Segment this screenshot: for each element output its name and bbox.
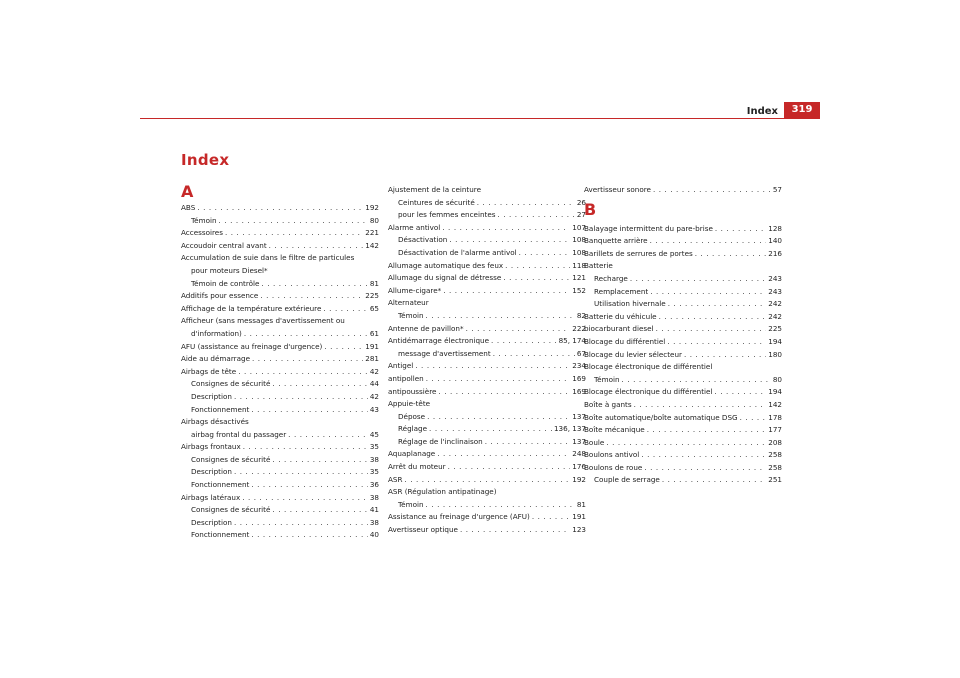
dot-leader <box>653 184 771 197</box>
entry-page-ref: 43 <box>369 404 379 414</box>
dot-leader <box>519 247 571 260</box>
entry-page-ref: 45 <box>369 429 379 439</box>
entry-term: message d'avertissement <box>398 348 491 358</box>
entry-term: Arrêt du moteur <box>388 462 446 472</box>
entry-page-ref: 242 <box>768 299 782 309</box>
entry-page-ref: 192 <box>572 474 586 484</box>
index-entry <box>584 412 782 425</box>
index-subentry <box>388 310 586 323</box>
dot-leader <box>498 209 575 222</box>
entry-page-ref: 36 <box>369 480 379 490</box>
header-rule <box>140 118 820 119</box>
entry-term: antipollen <box>388 373 424 383</box>
entry-page-ref: 27 <box>576 210 586 220</box>
dot-leader <box>438 386 570 399</box>
index-entry <box>181 290 379 303</box>
dot-leader <box>251 479 368 492</box>
entry-page-ref: 243 <box>768 273 782 283</box>
entry-page-ref: 194 <box>768 387 782 397</box>
index-subentry <box>388 436 586 449</box>
index-entry <box>584 311 782 324</box>
entry-term: Fonctionnement <box>191 404 250 414</box>
running-header-title: Index <box>746 106 778 117</box>
entry-page-ref: 38 <box>369 517 379 527</box>
entry-term: pour les femmes enceintes <box>398 210 496 220</box>
dot-leader <box>426 499 575 512</box>
entry-page-ref: 108 <box>572 247 586 257</box>
entry-term: Assistance au freinage d'urgence (AFU) <box>388 512 530 522</box>
entry-page-ref: 234 <box>572 361 586 371</box>
index-subentry <box>388 423 586 436</box>
dot-leader <box>606 437 766 450</box>
dot-leader <box>437 448 570 461</box>
index-subentry <box>181 404 379 417</box>
index-entry <box>584 386 782 399</box>
entry-term: Boîte mécanique <box>584 425 645 435</box>
entry-page-ref: 42 <box>369 391 379 401</box>
dot-leader <box>242 492 368 505</box>
entry-term: Consignes de sécurité <box>191 454 271 464</box>
index-entry <box>388 511 586 524</box>
entry-page-ref: 35 <box>369 442 379 452</box>
entry-term: Aide au démarrage <box>181 354 250 364</box>
entry-term: Dépose <box>398 411 426 421</box>
dot-leader <box>252 353 363 366</box>
index-entry <box>181 252 379 277</box>
dot-leader <box>197 202 363 215</box>
dot-leader <box>426 373 571 386</box>
index-entry <box>584 235 782 248</box>
entry-page-ref: 178 <box>768 412 782 422</box>
entry-page-ref: 42 <box>369 366 379 376</box>
index-subentry <box>584 474 782 487</box>
index-subentry <box>388 499 586 512</box>
dot-leader <box>650 235 767 248</box>
entry-page-ref: 258 <box>768 462 782 472</box>
dot-leader <box>404 474 570 487</box>
entry-term: Fonctionnement <box>191 530 250 540</box>
index-entry <box>388 398 586 411</box>
index-column-1 <box>181 182 379 542</box>
entry-term: Description <box>191 467 232 477</box>
index-subentry <box>181 378 379 391</box>
index-subentry <box>181 429 379 442</box>
index-subentry <box>584 298 782 311</box>
index-entry <box>388 486 586 499</box>
dot-leader <box>244 328 368 341</box>
entry-term: Accumulation de suie dans le filtre de particules <box>181 253 355 263</box>
entry-page-ref: 137 <box>572 411 586 421</box>
entry-page-ref: 191 <box>572 512 586 522</box>
entry-page-ref: 40 <box>369 530 379 540</box>
entry-term: antipoussière <box>388 386 437 396</box>
index-entry <box>388 323 586 336</box>
entry-term: Antenne de pavillon* <box>388 323 464 333</box>
index-entry <box>181 416 379 429</box>
index-letter-heading: A <box>181 182 194 201</box>
dot-leader <box>532 511 570 524</box>
index-subentry <box>388 209 586 222</box>
dot-leader <box>485 436 571 449</box>
index-entry <box>584 336 782 349</box>
dot-leader <box>415 360 570 373</box>
index-subentry <box>584 374 782 387</box>
dot-leader <box>234 517 368 530</box>
dot-leader <box>740 412 767 425</box>
entry-term: Boîte automatique/boîte automatique DSG <box>584 412 738 422</box>
dot-leader <box>684 349 766 362</box>
index-subentry <box>584 273 782 286</box>
index-entry <box>584 223 782 236</box>
entry-term: Boîte à gants <box>584 399 632 409</box>
index-entry <box>388 373 586 386</box>
index-entry <box>388 524 586 537</box>
entry-term: Balayage intermittent du pare-brise <box>584 223 713 233</box>
dot-leader <box>505 260 570 273</box>
index-entry <box>584 399 782 412</box>
entry-term: Alternateur <box>388 298 429 308</box>
index-entry <box>584 260 782 273</box>
entry-term: Afficheur (sans messages d'avertissement ou <box>181 316 345 326</box>
dot-leader <box>234 466 368 479</box>
dot-leader <box>668 298 767 311</box>
entry-page-ref: 61 <box>369 328 379 338</box>
entry-page-ref: 81 <box>576 499 586 509</box>
entry-page-ref: 57 <box>772 185 782 194</box>
dot-leader <box>225 227 363 240</box>
index-entry <box>584 184 782 197</box>
entry-term: Airbags frontaux <box>181 442 241 452</box>
entry-page-ref: 258 <box>768 450 782 460</box>
entry-term: Additifs pour essence <box>181 291 259 301</box>
entry-term: Allume-cigare* <box>388 285 442 295</box>
index-entry <box>584 361 782 374</box>
index-subentry <box>181 504 379 517</box>
entry-term: Consignes de sécurité <box>191 505 271 515</box>
index-heading: Index <box>181 151 230 169</box>
entry-term: Description <box>191 517 232 527</box>
entry-page-ref: 123 <box>572 525 586 535</box>
index-entry <box>388 474 586 487</box>
entry-page-ref: 248 <box>572 449 586 459</box>
index-entry <box>181 492 379 505</box>
entry-term: ASR <box>388 474 403 484</box>
dot-leader <box>714 386 766 399</box>
entry-term: Blocage électronique de différentiel <box>584 362 713 372</box>
entry-term: Alarme antivol <box>388 222 441 232</box>
entry-term: Réglage de l'inclinaison <box>398 436 483 446</box>
entry-term: Témoin de contrôle <box>191 278 260 288</box>
dot-leader <box>251 529 368 542</box>
index-entry <box>388 386 586 399</box>
dot-leader <box>426 310 575 323</box>
entry-term: Antigel <box>388 361 414 371</box>
index-subentry <box>388 247 586 260</box>
dot-leader <box>695 248 767 261</box>
entry-term: Blocage du différentiel <box>584 336 666 346</box>
dot-leader <box>667 336 766 349</box>
index-entry <box>181 240 379 253</box>
entry-page-ref: 80 <box>369 215 379 225</box>
entry-term: Aquaplanage <box>388 449 436 459</box>
dot-leader <box>243 441 368 454</box>
entry-term: Désactivation <box>398 235 448 245</box>
entry-term: Affichage de la température extérieure <box>181 303 322 313</box>
index-entry <box>584 449 782 462</box>
entry-term: Témoin <box>398 310 424 320</box>
entry-page-ref: 191 <box>365 341 379 351</box>
index-entry <box>584 349 782 362</box>
dot-leader <box>656 323 767 336</box>
entry-page-ref: 128 <box>768 223 782 233</box>
entry-page-ref: 81 <box>369 278 379 288</box>
entry-page-ref: 67 <box>576 348 586 358</box>
entry-page-ref: 242 <box>768 311 782 321</box>
index-subentry <box>181 479 379 492</box>
index-column-3 <box>584 184 782 487</box>
dot-leader <box>261 278 367 291</box>
entry-term: Description <box>191 391 232 401</box>
entry-page-ref: 41 <box>369 505 379 515</box>
entry-page-ref: 169 <box>572 386 586 396</box>
entry-page-ref: 180 <box>768 349 782 359</box>
index-subentry <box>181 454 379 467</box>
index-entry <box>388 448 586 461</box>
entry-page-ref: 177 <box>768 425 782 435</box>
entry-term: AFU (assistance au freinage d'urgence) <box>181 341 323 351</box>
entry-page-ref: 216 <box>768 248 782 258</box>
dot-leader <box>641 449 766 462</box>
index-entry <box>181 353 379 366</box>
index-subentry <box>181 215 379 228</box>
index-entry <box>181 441 379 454</box>
entry-term: Accoudoir central avant <box>181 240 267 250</box>
entry-page-ref: 222 <box>572 323 586 333</box>
entry-term: Batterie du véhicule <box>584 311 657 321</box>
entry-term: Allumage du signal de détresse <box>388 273 502 283</box>
entry-term: Airbags de tête <box>181 366 237 376</box>
index-entry <box>388 222 586 235</box>
entry-term: Antidémarrage électronique <box>388 336 490 346</box>
entry-page-ref: 225 <box>365 291 379 301</box>
index-subentry <box>181 517 379 530</box>
index-entry <box>388 335 586 348</box>
dot-leader <box>644 462 766 475</box>
index-entry <box>584 437 782 450</box>
index-entry <box>181 202 379 215</box>
entry-page-ref: 281 <box>365 354 379 364</box>
index-entry <box>181 315 379 340</box>
page-number: 319 <box>791 104 813 115</box>
dot-leader <box>238 366 368 379</box>
dot-leader <box>429 423 552 436</box>
entry-term: airbag frontal du passager <box>191 429 287 439</box>
entry-page-ref: 107 <box>572 222 586 232</box>
entry-page-ref: 85, 174 <box>558 336 586 346</box>
entry-page-ref: 82 <box>576 310 586 320</box>
entry-term: Blocage électronique du différentiel <box>584 387 713 397</box>
entry-page-ref: 194 <box>768 336 782 346</box>
entry-page-ref: 26 <box>576 197 586 207</box>
index-column-2 <box>388 184 586 537</box>
dot-leader <box>449 234 570 247</box>
index-entry <box>181 303 379 316</box>
entry-term-continuation: d'information) <box>191 328 242 338</box>
entry-term: Banquette arrière <box>584 236 648 246</box>
dot-leader <box>272 378 367 391</box>
entry-page-ref: 142 <box>365 240 379 250</box>
entry-page-ref: 140 <box>768 236 782 246</box>
entry-term: Désactivation de l'alarme antivol <box>398 247 517 257</box>
index-subentry <box>388 234 586 247</box>
entry-term: Blocage du levier sélecteur <box>584 349 682 359</box>
dot-leader <box>715 223 766 236</box>
entry-page-ref: 65 <box>369 303 379 313</box>
dot-leader <box>323 303 367 316</box>
entry-term: Utilisation hivernale <box>594 299 666 309</box>
index-subentry <box>181 466 379 479</box>
entry-term: biocarburant diesel <box>584 324 654 334</box>
dot-leader <box>503 272 570 285</box>
dot-leader <box>477 197 575 210</box>
entry-page-ref: 35 <box>369 467 379 477</box>
index-entry <box>388 260 586 273</box>
entry-page-ref: 118 <box>572 260 586 270</box>
dot-leader <box>662 474 766 487</box>
entry-term: Ceintures de sécurité <box>398 197 475 207</box>
index-entry <box>584 462 782 475</box>
dot-leader <box>493 348 575 361</box>
dot-leader <box>460 524 570 537</box>
dot-leader <box>219 215 368 228</box>
entry-page-ref: 225 <box>768 324 782 334</box>
dot-leader <box>630 273 766 286</box>
entry-term-continuation: pour moteurs Diesel* <box>191 265 268 275</box>
entry-page-ref: 38 <box>369 454 379 464</box>
entry-page-ref: 137 <box>572 436 586 446</box>
index-subentry <box>388 348 586 361</box>
index-subentry <box>584 286 782 299</box>
dot-leader <box>442 222 570 235</box>
entry-term: Airbags désactivés <box>181 417 249 427</box>
entry-term: Témoin <box>594 374 620 384</box>
entry-term: Airbags latéraux <box>181 492 241 502</box>
entry-page-ref: 243 <box>768 286 782 296</box>
entry-page-ref: 80 <box>772 374 782 384</box>
entry-term: Avertisseur sonore <box>584 185 651 194</box>
entry-term: Boule <box>584 437 605 447</box>
dot-leader <box>272 454 367 467</box>
entry-term: Recharge <box>594 273 628 283</box>
dot-leader <box>466 323 571 336</box>
entry-page-ref: 208 <box>768 437 782 447</box>
index-entry <box>388 285 586 298</box>
dot-leader <box>622 374 771 387</box>
entry-term: ASR (Régulation antipatinage) <box>388 487 497 497</box>
index-subentry <box>388 411 586 424</box>
index-entry <box>388 184 586 197</box>
index-entry <box>388 272 586 285</box>
entry-term: Accessoires <box>181 228 223 238</box>
index-subentry <box>181 391 379 404</box>
dot-leader <box>288 429 368 442</box>
index-subentry <box>181 529 379 542</box>
dot-leader <box>647 424 767 437</box>
entry-term: Réglage <box>398 424 428 434</box>
index-entry <box>584 248 782 261</box>
entry-page-ref: 192 <box>365 203 379 212</box>
entry-page-ref: 121 <box>572 273 586 283</box>
entry-term: Barillets de serrures de portes <box>584 248 693 258</box>
index-subentry <box>388 197 586 210</box>
entry-term: Remplacement <box>594 286 649 296</box>
index-entry <box>181 341 379 354</box>
entry-term: Boulons antivol <box>584 450 640 460</box>
entry-term: Batterie <box>584 261 613 271</box>
dot-leader <box>659 311 767 324</box>
index-entry <box>181 366 379 379</box>
dot-leader <box>272 504 367 517</box>
entry-page-ref: 44 <box>369 379 379 389</box>
dot-leader <box>324 341 363 354</box>
index-entry <box>388 360 586 373</box>
dot-leader <box>443 285 570 298</box>
entry-page-ref: 152 <box>572 285 586 295</box>
index-letter-heading: B <box>584 199 597 219</box>
dot-leader <box>260 290 363 303</box>
index-entry <box>584 424 782 437</box>
entry-term: Consignes de sécurité <box>191 379 271 389</box>
dot-leader <box>251 404 368 417</box>
entry-term: ABS <box>181 203 196 212</box>
entry-page-ref: 108 <box>572 235 586 245</box>
entry-term: Boulons de roue <box>584 462 643 472</box>
entry-page-ref: 142 <box>768 399 782 409</box>
entry-term: Témoin <box>398 499 424 509</box>
index-entry <box>584 323 782 336</box>
entry-term: Avertisseur optique <box>388 525 458 535</box>
entry-page-ref: 136, 137 <box>553 424 586 434</box>
entry-term: Fonctionnement <box>191 480 250 490</box>
index-entry <box>388 297 586 310</box>
dot-leader <box>491 335 557 348</box>
entry-page-ref: 169 <box>572 373 586 383</box>
entry-term: Ajustement de la ceinture <box>388 185 482 194</box>
entry-page-ref: 251 <box>768 475 782 485</box>
index-entry <box>388 461 586 474</box>
dot-leader <box>650 286 766 299</box>
entry-term: Témoin <box>191 215 217 225</box>
dot-leader <box>427 411 570 424</box>
dot-leader <box>634 399 767 412</box>
index-entry <box>181 227 379 240</box>
entry-page-ref: 176 <box>572 462 586 472</box>
entry-term: Allumage automatique des feux <box>388 260 504 270</box>
entry-page-ref: 38 <box>369 492 379 502</box>
index-subentry <box>181 278 379 291</box>
dot-leader <box>448 461 571 474</box>
dot-leader <box>234 391 368 404</box>
entry-term: Appuie-tête <box>388 399 431 409</box>
entry-page-ref: 221 <box>365 228 379 238</box>
entry-term: Couple de serrage <box>594 475 660 485</box>
dot-leader <box>269 240 364 253</box>
